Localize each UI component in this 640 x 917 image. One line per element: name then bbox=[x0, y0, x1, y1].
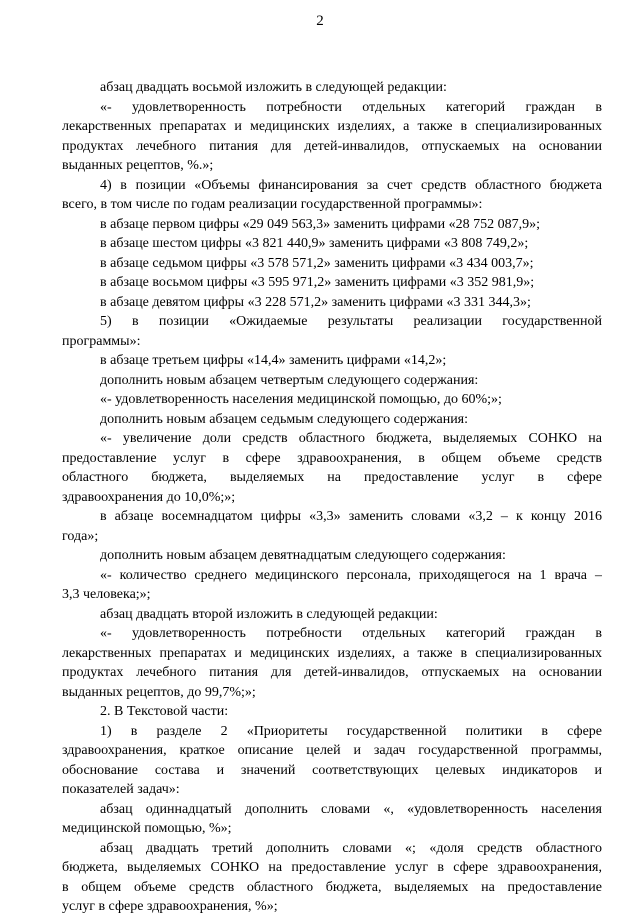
text-line: медицинской помощью, %»; bbox=[62, 821, 232, 836]
text-line: в абзаце седьмом цифры «3 578 571,2» заменить цифрами «3 434 003,7»; bbox=[100, 255, 534, 271]
text-line: абзац одиннадцатый дополнить словами «, «удовлетворенность населения bbox=[100, 801, 602, 817]
text-line: 3,3 человека;»; bbox=[62, 587, 151, 602]
text-line: дополнить новым абзацем девятнадцатым следующего содержания: bbox=[100, 548, 506, 563]
text-line: всего, в том числе по годам реализации государственной программы»: bbox=[62, 197, 483, 212]
text-line: абзац двадцать восьмой изложить в следующей редакции: bbox=[100, 80, 447, 95]
text-line: обоснование состава и значений соответствующих целевых индикаторов и bbox=[62, 762, 602, 778]
text-line: бюджета, выделяемых СОНКО на предоставление услуг в сфере здравоохранения, bbox=[62, 860, 602, 875]
text-line: абзац двадцать второй изложить в следующей редакции: bbox=[100, 606, 438, 622]
text-line: предоставление услуг в сфере здравоохранения, в общем объеме средств bbox=[62, 450, 602, 466]
text-line: дополнить новым абзацем седьмым следующего содержания: bbox=[100, 411, 469, 427]
text-line: в абзаце первом цифры «29 049 563,3» заменить цифрами «28 752 087,9»; bbox=[100, 216, 540, 232]
text-line: продуктах лечебного питания для детей-инвалидов, отпускаемых на основании bbox=[62, 665, 602, 680]
document-body bbox=[62, 78, 602, 917]
text-line: выданных рецептов, %.»; bbox=[62, 158, 214, 173]
text-line: лекарственных препаратах и медицинских изделиях, а также в специализированных bbox=[62, 645, 602, 661]
text-line: года»; bbox=[62, 528, 99, 544]
text-line: областного бюджета, выделяемых на предоставление услуг в сфере bbox=[62, 470, 602, 485]
text-line: показателей задач»: bbox=[62, 782, 180, 797]
text-line: программы»: bbox=[62, 333, 141, 349]
text-line: «- удовлетворенность населения медицинской помощью, до 60%;»; bbox=[100, 392, 502, 407]
text-line: выданных рецептов, до 99,7%;»; bbox=[62, 684, 256, 700]
text-line: в абзаце восьмом цифры «3 595 971,2» заменить цифрами «3 352 981,9»; bbox=[100, 275, 535, 290]
text-line: дополнить новым абзацем четвертым следующего содержания: bbox=[100, 372, 479, 388]
text-line: «- количество среднего медицинского персонала, приходящегося на 1 врача – bbox=[100, 567, 602, 583]
text-line: 1) в разделе 2 «Приоритеты государственной политики в сфере bbox=[100, 723, 602, 739]
text-line: в абзаце шестом цифры «3 821 440,9» заменить цифрами «3 808 749,2»; bbox=[100, 236, 529, 251]
text-line: 2. В Текстовой части: bbox=[100, 704, 229, 719]
text-line: абзац двадцать третий дополнить словами «; «доля средств областного bbox=[100, 840, 602, 856]
text-line: в общем объеме средств областного бюджета, выделяемых на предоставление bbox=[62, 879, 602, 895]
text-line: «- удовлетворенность потребности отдельных категорий граждан в bbox=[100, 626, 602, 641]
text-line: услуг в сфере здравоохранения, %»; bbox=[62, 899, 278, 914]
text-line: «- увеличение доли средств областного бюджета, выделяемых СОНКО на bbox=[100, 431, 602, 446]
text-line: «- удовлетворенность потребности отдельных категорий граждан в bbox=[100, 99, 602, 115]
text-line: здравоохранения до 10,0%;»; bbox=[62, 489, 236, 505]
text-line: в абзаце третьем цифры «14,4» заменить цифрами «14,2»; bbox=[100, 353, 447, 368]
text-line: продуктах лечебного питания для детей-инвалидов, отпускаемых на основании bbox=[62, 138, 602, 154]
text-line: в абзаце девятом цифры «3 228 571,2» заменить цифрами «3 331 344,3»; bbox=[100, 294, 531, 310]
text-line: здравоохранения, краткое описание целей и задач государственной программы, bbox=[62, 743, 602, 758]
text-line: лекарственных препаратах и медицинских изделиях, а также в специализированных bbox=[62, 119, 602, 134]
text-line: в абзаце восемнадцатом цифры «3,3» заменить словами «3,2 – к концу 2016 bbox=[100, 509, 602, 524]
page-number: 2 bbox=[316, 13, 324, 29]
text-line: 4) в позиции «Объемы финансирования за счет средств областного бюджета bbox=[100, 177, 602, 193]
text-line: 5) в позиции «Ожидаемые результаты реализации государственной bbox=[100, 314, 602, 329]
